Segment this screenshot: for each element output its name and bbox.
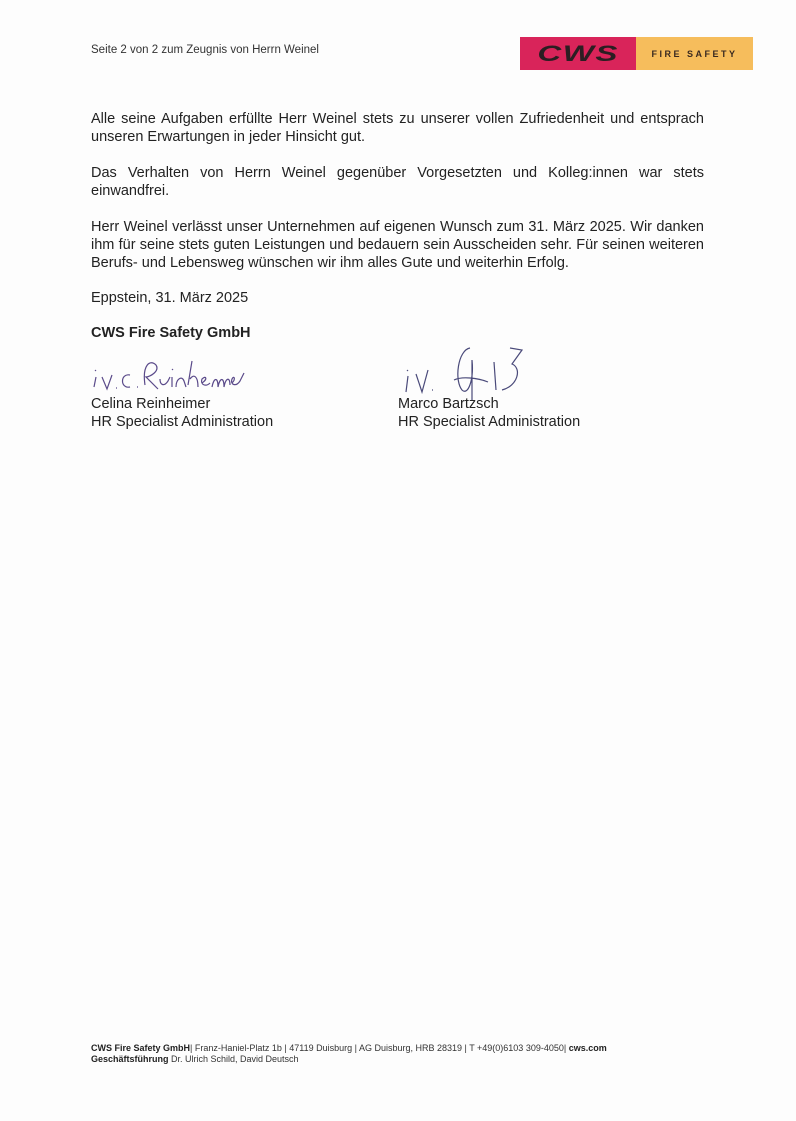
page-footer	[91, 1043, 607, 1065]
footer-web: cws.com	[568, 1043, 607, 1053]
logo-fire-safety-text: FIRE SAFETY	[636, 37, 753, 70]
footer-mgmt-label: Geschäftsführung	[91, 1054, 169, 1064]
signatory-title: HR Specialist Administration	[398, 414, 581, 430]
cws-logo	[520, 37, 753, 70]
signatory-name: Celina Reinheimer	[91, 396, 211, 412]
place-date: Eppstein, 31. März 2025	[91, 290, 249, 306]
footer-company: CWS Fire Safety GmbH	[91, 1043, 191, 1053]
signatory-name: Marco Bartzsch	[398, 396, 499, 412]
signatory-2	[398, 395, 580, 431]
footer-mgmt-names: Dr. Ulrich Schild, David Deutsch	[168, 1054, 299, 1064]
paragraph-3: Herr Weinel verlässt unser Unternehmen auf eigenen Wunsch zum 31. März 2025. Wir danken ihm für seine stets guten Leistungen und bedauern sein Ausscheiden sehr. Für seinen weiteren Berufs- und Lebensweg wünschen wir ihm alles Gute und weiterhin Erfolg.	[91, 219, 704, 271]
logo-cws-text: CWS	[537, 40, 619, 66]
signature-reinheimer	[90, 355, 250, 395]
signatory-title: HR Specialist Administration	[91, 414, 274, 430]
signatory-1	[91, 395, 273, 431]
paragraph-1: Alle seine Aufgaben erfüllte Herr Weinel stets zu unserer vollen Zufriedenheit und entsprach unseren Erwartungen in jeder Hinsicht gut.	[91, 111, 704, 145]
page-header-note: Seite 2 von 2 zum Zeugnis von Herrn Weinel	[91, 44, 319, 56]
footer-address: | Franz-Haniel-Platz 1b | 47119 Duisburg | AG Duisburg, HRB 28319 | T +49(0)6103 309-4050|	[190, 1043, 569, 1053]
paragraph-2: Das Verhalten von Herrn Weinel gegenüber Vorgesetzten und Kolleg:innen war stets einwandfrei.	[91, 165, 704, 199]
company-name: CWS Fire Safety GmbH	[91, 325, 251, 341]
